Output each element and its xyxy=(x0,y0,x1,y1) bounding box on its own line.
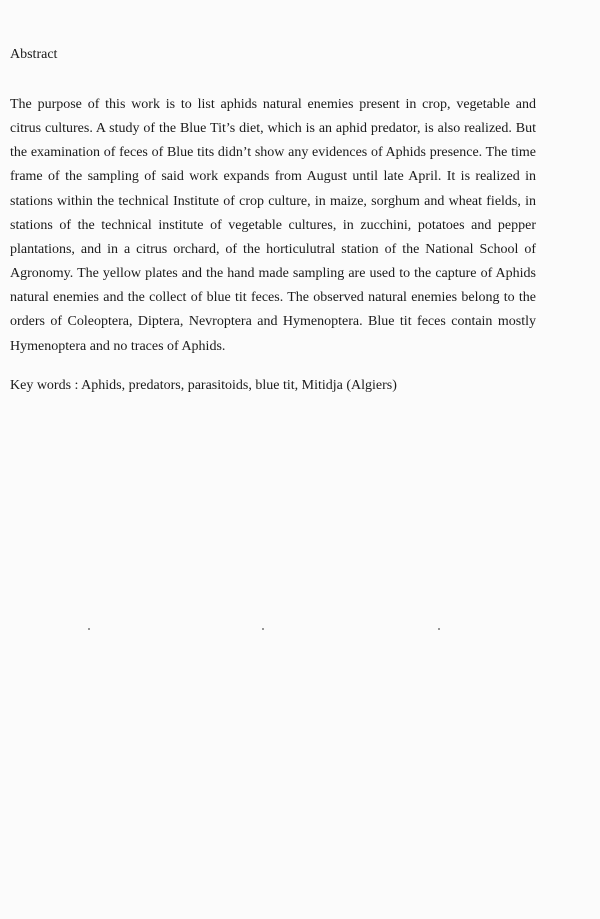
abstract-paragraph: The purpose of this work is to list aphids natural enemies present in crop, vegetable and citrus cultures. A study of the Blue Tit’s diet, which is an aphid predator, is also realized. But the examination of feces of Blue tits didn’t show any evidences of Aphids presence. The time frame of the sampling of said work expands from August until late April. It is realized in stations within the technical Institute of crop culture, in maize, sorghum and wheat fields, in stations of the technical institute of vegetable cultures, in zucchini, potatoes and pepper plantations, and in a citrus orchard, of the horticulutral station of the National School of Agronomy. The yellow plates and the hand made sampling are used to the capture of Aphids natural enemies and the collect of blue tit feces. The observed natural enemies belong to the orders of Coleoptera, Diptera, Nevroptera and Hymenoptera. Blue tit feces contain mostly Hymenoptera and no traces of Aphids. xyxy=(10,97,536,354)
scan-speck xyxy=(262,628,264,630)
keywords-line: Key words : Aphids, predators, parasitoids, blue tit, Mitidja (Algiers) xyxy=(10,378,397,393)
scan-speck xyxy=(438,628,440,630)
scan-speck xyxy=(88,628,90,630)
abstract-heading: Abstract xyxy=(10,47,58,62)
